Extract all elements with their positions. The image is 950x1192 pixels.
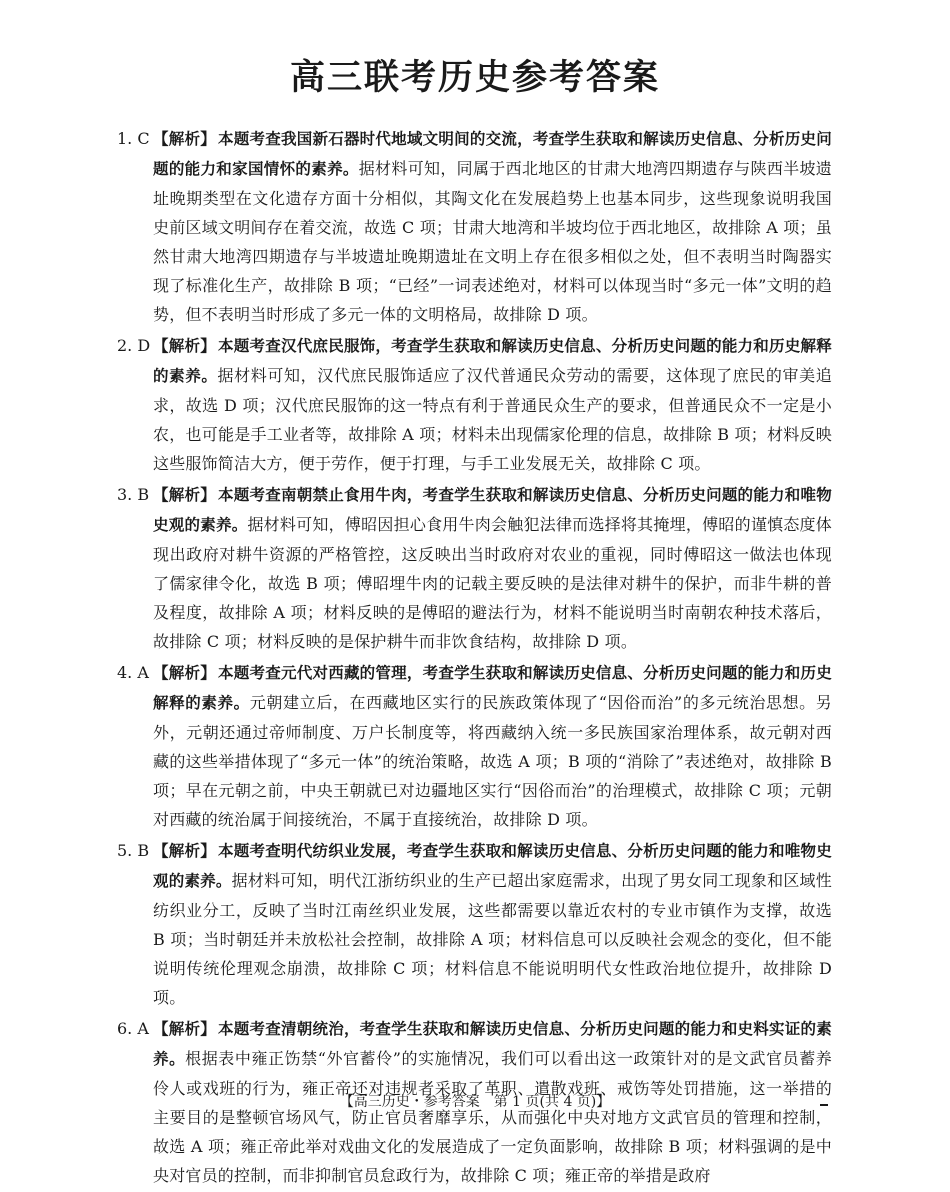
analysis-body: 据材料可知，汉代庶民服饰适应了汉代普通民众劳动的需要，这体现了庶民的审美追求，故选 D 项；汉代庶民服饰的这一特点有利于普通民众生产的要求，但普通民众不一定是小农，也可能是手工业者等，故排除 A 项；材料未出现儒家伦理的信息，故排除 B 项；材料反映这些服饰简洁大方，便于劳作，便于打理，与手工业发展无关，故排除 C 项。 — [153, 366, 832, 473]
corner-mark — [820, 1104, 828, 1106]
analysis-tag: 【解析】 — [153, 337, 216, 355]
answer-number: 3. B — [117, 485, 150, 504]
page-title: 高三联考历史参考答案 — [289, 58, 660, 98]
analysis-lead: 本题考查明代纺织业发展，考查学生获取和解读历史信息、分析历史问题的能力和唯物史观的素养。 — [153, 842, 832, 890]
answer-text — [153, 658, 832, 834]
analysis-tag: 【解析】 — [153, 1020, 216, 1038]
page-footer: 【高三历史・参考答案 第 1 页(共 4 页)】 — [339, 1094, 611, 1110]
answer-item — [117, 836, 832, 1012]
answer-number: 1. C — [117, 129, 150, 148]
answer-list — [117, 124, 832, 1192]
analysis-body: 据材料可知，同属于西北地区的甘肃大地湾四期遗存与陕西半坡遗址晚期类型在文化遗存方面十分相似，其陶文化在发展趋势上也基本同步，这些现象说明我国史前区域文明间存在着交流，故选 C 项；甘肃大地湾和半坡均位于西北地区，故排除 A 项；虽然甘肃大地湾四期遗存与半坡遗址晚期遗址在文明上存在很多相似之处，但不表明当时陶器实现了标准化生产，故排除 B 项；“已经”一词表述绝对，材料可以体现当时“多元一体”文明的趋势，但不表明当时形成了多元一体的文明格局，故排除 D 项。 — [153, 159, 832, 324]
answer-item — [117, 124, 832, 329]
analysis-body: 据材料可知，傅昭因担心食用牛肉会触犯法律而选择将其掩埋，傅昭的谨慎态度体现出政府对耕牛资源的严格管控，这反映出当时政府对农业的重视，同时傅昭这一做法也体现了儒家律令化，故选 B 项；傅昭埋牛肉的记载主要反映的是法律对耕牛的保护，而非牛耕的普及程度，故排除 A 项；材料反映的是傅昭的避法行为，材料不能说明当时南朝农种技术落后，故排除 C 项；材料反映的是保护耕牛而非饮食结构，故排除 D 项。 — [153, 515, 832, 651]
analysis-body: 元朝建立后，在西藏地区实行的民族政策体现了“因俗而治”的多元统治思想。另外，元朝还通过帝师制度、万户长制度等，将西藏纳入统一多民族国家治理体系，故元朝对西藏的这些举措体现了“多元一体”的统治策略，故选 A 项；B 项的“消除了”表述绝对，故排除 B 项；早在元朝之前，中央王朝就已对边疆地区实行“因俗而治”的治理模式，故排除 C 项；元朝对西藏的统治属于间接统治，不属于直接统治，故排除 D 项。 — [153, 693, 833, 829]
answer-number: 4. A — [117, 663, 149, 682]
answer-text — [153, 331, 832, 478]
analysis-lead: 本题考查汉代庶民服饰，考查学生获取和解读历史信息、分析历史问题的能力和历史解释的素养。 — [153, 337, 832, 385]
answer-number: 5. B — [117, 841, 150, 860]
answer-item — [117, 658, 832, 834]
analysis-tag: 【解析】 — [153, 130, 216, 148]
analysis-lead: 本题考查南朝禁止食用牛肉，考查学生获取和解读历史信息、分析历史问题的能力和唯物史观的素养。 — [153, 486, 832, 534]
analysis-tag: 【解析】 — [153, 664, 216, 682]
analysis-lead: 本题考查清朝统治，考查学生获取和解读历史信息、分析历史问题的能力和史料实证的素养。 — [153, 1020, 832, 1068]
analysis-body: 根据表中雍正饬禁“外官蓄伶”的实施情况，我们可以看出这一政策针对的是文武官员蓄养伶人或戏班的行为，雍正帝还对违规者采取了革职、遣散戏班、戒饬等处罚措施，这一举措的主要目的是整顿官场风气，防止官员奢靡享乐，从而强化中央对地方文武官员的管理和控制，故选 A 项；雍正帝此举对戏曲文化的发展造成了一定负面影响，故排除 B 项；材料强调的是中央对官员的控制，而非抑制官员怠政行为，故排除 C 项；雍正帝的举措是政府 — [153, 1049, 832, 1185]
answer-number: 6. A — [117, 1019, 149, 1038]
analysis-body: 据材料可知，明代江浙纺织业的生产已超出家庭需求，出现了男女同工现象和区域性纺织业分工，反映了当时江南丝织业发展，这些都需要以靠近农村的专业市镇作为支撑，故选 B 项；当时朝廷并未放松社会控制，故排除 A 项；材料信息可以反映社会观念的变化，但不能说明传统伦理观念崩溃，故排除 C 项；材料信息不能说明明代女性政治地位提升，故排除 D 项。 — [153, 871, 832, 1007]
answer-text — [153, 124, 832, 329]
analysis-lead: 本题考查元代对西藏的管理，考查学生获取和解读历史信息、分析历史问题的能力和历史解释的素养。 — [153, 664, 832, 712]
answer-number: 2. D — [117, 336, 151, 355]
answer-text — [153, 836, 832, 1012]
answer-text — [153, 480, 832, 656]
answer-item — [117, 331, 832, 478]
analysis-lead: 本题考查我国新石器时代地域文明间的交流，考查学生获取和解读历史信息、分析历史问题的能力和家国情怀的素养。 — [153, 130, 832, 178]
analysis-tag: 【解析】 — [153, 842, 216, 860]
analysis-tag: 【解析】 — [153, 486, 216, 504]
answer-item — [117, 480, 832, 656]
